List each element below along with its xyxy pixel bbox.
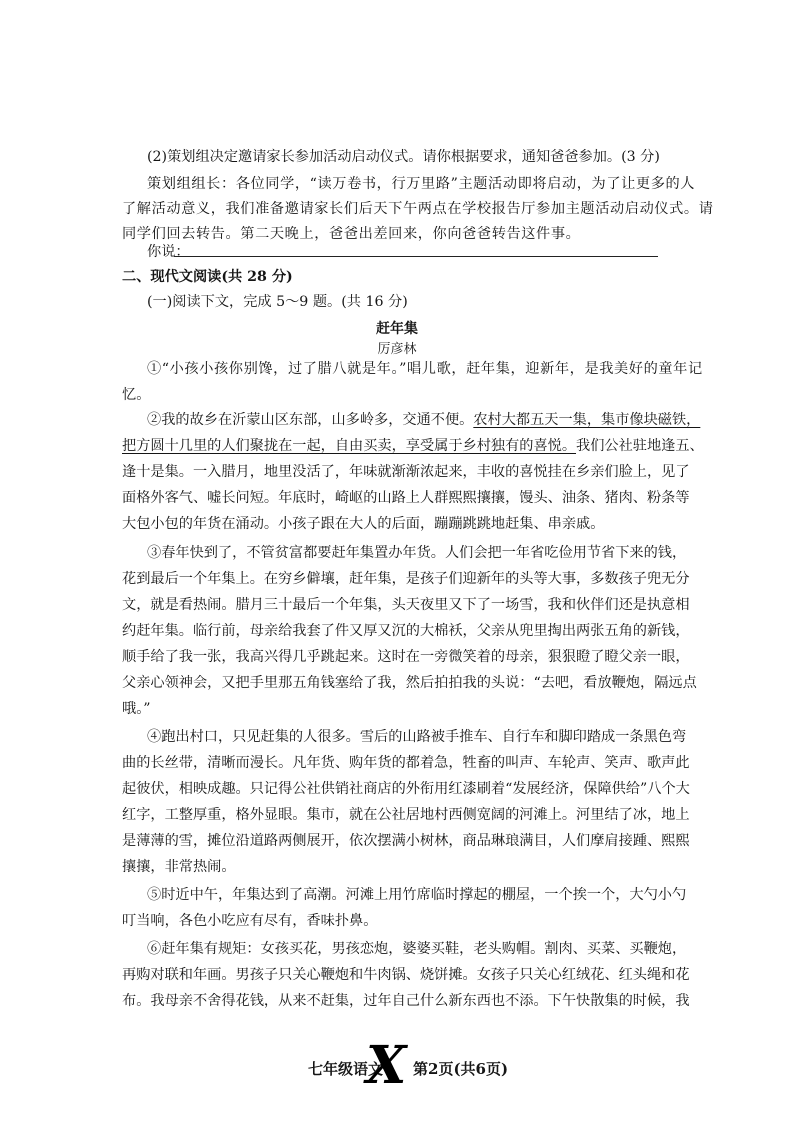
- article-line: [122, 436, 704, 456]
- article-line: 叮当响，各色小吃应有尽有，香味扑鼻。: [122, 913, 378, 929]
- article-line: 文，就是看热闹。腊月三十最后一个年集，头天夜里又下了一场雪，我和伙伴们还是执意相: [122, 597, 690, 613]
- plain-text: ②我的故乡在沂蒙山区东部，山多岭多，交通不便。: [147, 412, 474, 428]
- answer-label: 你说：: [147, 244, 190, 260]
- article-line: ⑥赶年集有规矩：女孩买花，男孩恋炮，婆婆买鞋，老头购帽。割肉、买菜、买鞭炮，: [147, 941, 687, 957]
- footer-subject: 七年级语文: [308, 1060, 384, 1078]
- article-line: 布。我母亲不舍得花钱，从来不赶集，过年自己什么新东西也不添。下午快散集的时候，我: [122, 993, 690, 1009]
- article-line: ①“小孩小孩你别馋，过了腊八就是年。”唱儿歌，赶年集，迎新年，是我美好的童年记: [147, 361, 703, 377]
- article-line: 顺手给了我一张，我高兴得几乎跳起来。这时在一旁微笑着的母亲，狠狠瞪了瞪父亲一眼，: [122, 649, 690, 665]
- article-line: [147, 410, 700, 430]
- watermark-x-logo: X: [366, 1035, 407, 1096]
- answer-line: [174, 256, 658, 257]
- underlined-text: 农村大都五天一集，集市像块磁铁，: [473, 412, 701, 428]
- article-line: 攘攘，非常热闹。: [122, 859, 236, 875]
- task2-line: 策划组组长：各位同学，“读万卷书，行万里路”主题活动即将启动，为了让更多的人: [147, 176, 696, 192]
- article-line: ⑤时近中午，年集达到了高潮。河滩上用竹席临时撑起的棚屋，一个挨一个，大勺小勺: [147, 887, 687, 903]
- article-line: 曲的长丝带，清晰而漫长。凡年货、购年货的都着急，牲畜的叫声、车轮声、笑声、歌声此: [122, 755, 690, 771]
- section-subheading: (一)阅读下文，完成 5～9 题。(共 16 分): [147, 294, 408, 310]
- task2-line: 同学们回去转告。第二天晚上，爸爸出差回来，你向爸爸转告这件事。: [122, 226, 581, 242]
- article-line: 面格外客气、嘘长问短。年底时，崎岖的山路上人群熙熙攘攘，馒头、油条、猪肉、粉条等: [122, 490, 690, 506]
- article-line: 约赶年集。临行前，母亲给我套了件又厚又沉的大棉袄，父亲从兜里掏出两张五角的新钱，: [122, 623, 690, 639]
- article-line: ③春年快到了，不管贫富都要赶年集置办年货。人们会把一年省吃俭用节省下来的钱，: [147, 545, 687, 561]
- article-line: 大包小包的年货在涌动。小孩子跟在大人的后面，蹦蹦跳跳地赶集、串亲戚。: [122, 516, 605, 532]
- task2-prompt: (2)策划组决定邀请家长参加活动启动仪式。请你根据要求，通知爸爸参加。(3 分): [147, 149, 660, 165]
- article-line: 红字，工整厚重，格外显眼。集市，就在公社居地村西侧宽阔的河滩上。河里结了冰，地上: [122, 807, 690, 823]
- article-line: 逢十是集。一入腊月，地里没活了，年味就渐渐浓起来，丰收的喜悦挂在乡亲们脸上，见了: [122, 464, 690, 480]
- task2-line: 了解活动意义，我们准备邀请家长们后天下午两点在学校报告厅参加主题活动启动仪式。请: [122, 201, 714, 217]
- article-line: ④跑出村口，只见赶集的人很多。雪后的山路被手推车、自行车和脚印踏成一条黑色弯: [147, 729, 687, 745]
- article-line: 忆。: [122, 387, 151, 403]
- article-line: 哦。”: [122, 701, 151, 717]
- page-footer: [308, 1058, 508, 1079]
- article-line: 父亲心领神会，又把手里那五角钱塞给了我，然后拍拍我的头说：“去吧，看放鞭炮，隔远点: [122, 675, 697, 691]
- article-line: 再购对联和年画。男孩子只关心鞭炮和牛肉锅、烧饼摊。女孩子只关心红绒花、红头绳和花: [122, 967, 690, 983]
- plain-text: 我们公社驻地逢五、: [576, 438, 704, 454]
- article-line: 花到最后一个年集上。在穷乡僻壤，赶年集，是孩子们迎新年的头等大事，多数孩子兜无分: [122, 571, 690, 587]
- article-line: 起彼伏，相映成趣。只记得公社供销社商店的外衔用红漆刷着“发展经济，保障供给”八个大: [122, 781, 690, 797]
- article-title: 赶年集: [376, 321, 418, 337]
- article-line: 是薄薄的雪，摊位沿道路两侧展开，依次摆满小树林，商品琳琅满目，人们摩肩接踵、熙熙: [122, 833, 690, 849]
- section-heading: 二、现代文阅读(共 28 分): [122, 269, 293, 285]
- article-author: 厉彦林: [377, 342, 417, 357]
- underlined-text: 把方圆十几里的人们聚拢在一起，自由买卖，享受属于乡村独有的喜悦。: [122, 438, 577, 454]
- footer-page-number: 第2页(共6页): [413, 1060, 509, 1078]
